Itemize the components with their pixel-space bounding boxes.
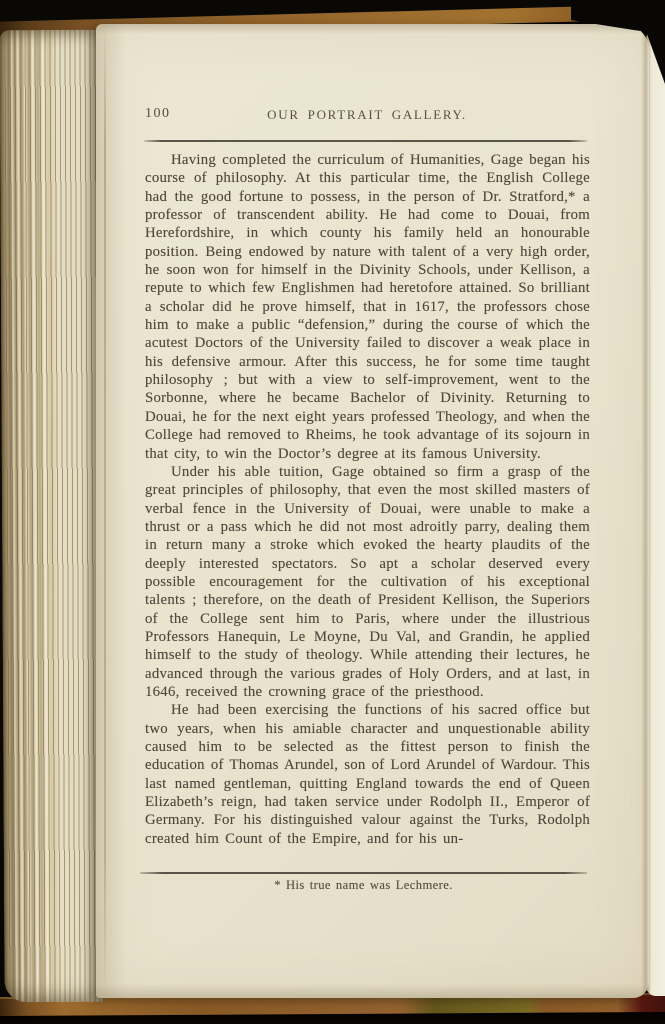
page-stack-left-edge (0, 30, 103, 1002)
page-number: 100 (145, 106, 171, 121)
paragraph-2: Under his able tuition, Gage obtained so firm a grasp of the great principles of philosophy, that even the most skilled masters of verbal fence in the University of Douai, were unable to make a thrust or a pass which he did not most adroitly parry, dealing them in return many a stroke which evoked the hearty plaudits of the deeply interested spectators. So apt a scholar deserved every possible encouragement for the cultivation of his exceptional talents ; therefore, on the death of President Kellison, the Superiors of the College sent him to Paris, where under the illustrious Professors Hanequin, Le Moyne, Du Val, and Grandin, he applied himself to the study of theology. While attending their lectures, he advanced through the various grades of Holy Orders, and at last, in 1646, received the crowning grace of the priesthood. (145, 463, 590, 700)
page-header (145, 106, 589, 124)
paragraph-3: He had been exercising the functions of his sacred office but two years, when his amiable character and unquestionable ability caused him to be selected as the fittest person to finish the education of Thomas Arundel, son of Lord Arundel of Wardour. This last named gentleman, quitting England towards the end of Queen Elizabeth’s reign, had taken service under Rodolph II., Emperor of Germany. For his distinguished valour against the Turks, Rodolph created him Count of the Empire, and for his un- (145, 702, 590, 847)
body-text (145, 151, 590, 873)
header-rule (144, 140, 587, 142)
paragraph-1: Having completed the curriculum of Humanities, Gage began his course of philosophy. At this particular time, the English College had the good fortune to possess, in the person of Dr. Stratford,* a professor of transcendent ability. He had come to Douai, from Herefordshire, in which county his family held an honourable position. Being endowed by nature with talent of a very high order, he soon won for himself in the Divinity Schools, under Kellison, a repute to which few Englishmen had heretofore attained. So brilliant a scholar did he prove himself, that in 1617, the professors chose him to make a public “defension,” during the course of which the acutest Doctors of the University failed to discover a weak place in his defensive armour. After this success, he for some time taught philosophy ; but with a view to self-improvement, went to the Sorbonne, where he became Bachelor of Divinity. Returning to Douai, he for the next eight years professed Theology, and when the College had removed to Rheims, he took advantage of its sojourn in that city, to win the Doctor’s degree at its famous University. (145, 152, 590, 462)
book-page (96, 24, 649, 998)
running-title: OUR PORTRAIT GALLERY. (267, 107, 467, 122)
footnote: * His true name was Lechmere. (274, 878, 453, 892)
footnote-rule (140, 872, 587, 874)
page-gutter-crease (104, 24, 106, 998)
